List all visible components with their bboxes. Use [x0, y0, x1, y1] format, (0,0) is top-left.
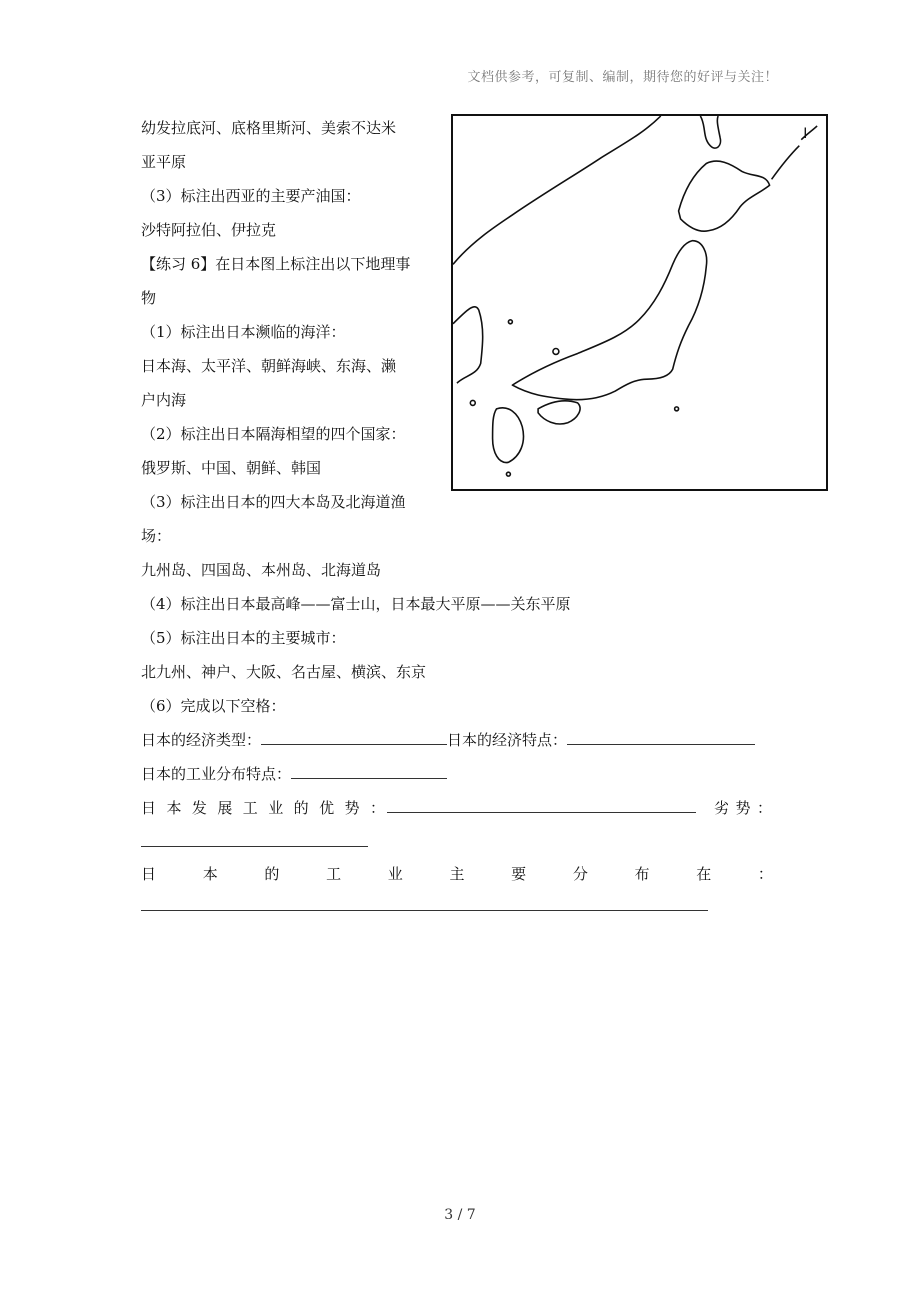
text-line: （6）完成以下空格： — [141, 697, 286, 715]
economy-type-label: 日本的经济类型： — [141, 731, 262, 749]
header-note: 文档供参考，可复制、编制，期待您的好评与关注！ — [467, 70, 778, 85]
izu-island — [675, 407, 679, 411]
text-line: 物 — [141, 289, 157, 307]
economy-type-blank[interactable] — [261, 730, 447, 745]
text-line: 北九州、神户、大阪、名古屋、横滨、东京 — [141, 663, 427, 681]
kuril-islands — [772, 126, 818, 179]
mainland-coast — [453, 116, 661, 264]
sakhalin-island — [700, 116, 720, 148]
disadvantage-blank[interactable] — [141, 846, 368, 847]
sado-island — [553, 349, 559, 355]
text-line: （2）标注出日本隔海相望的四个国家： — [141, 425, 406, 443]
shikoku-island — [538, 401, 580, 424]
text-line: 九州岛、四国岛、本州岛、北海道岛 — [141, 561, 382, 579]
text-line: 场： — [141, 527, 172, 545]
oki-island — [508, 320, 512, 324]
text-line: 户内海 — [141, 391, 187, 409]
text-line: （4）标注出日本最高峰——富士山，日本最大平原——关东平原 — [141, 595, 571, 613]
economy-fill-line — [141, 730, 755, 750]
korea-peninsula — [453, 307, 483, 383]
distribution-label: 日 本 的 工 业 主 要 分 布 在 ： — [141, 865, 773, 883]
japan-map-svg — [453, 116, 826, 489]
map-label-I: I — [803, 125, 808, 142]
advantage-label: 日 本 发 展 工 业 的 优 势 ： — [141, 799, 385, 817]
japan-outline-map — [451, 114, 828, 491]
text-line: 亚平原 — [141, 153, 187, 171]
advantage-blank[interactable] — [387, 812, 696, 813]
kyushu-island — [493, 408, 524, 463]
text-line: 俄罗斯、中国、朝鲜、韩国 — [141, 459, 322, 477]
south-island — [506, 472, 510, 476]
honshu-island — [512, 241, 706, 400]
industry-feature-blank[interactable] — [291, 764, 447, 779]
page-number: 3 / 7 — [444, 1207, 476, 1223]
text-line: （3）标注出日本的四大本岛及北海道渔 — [141, 493, 406, 511]
exercise-heading: 【练习 6】在日本图上标注出以下地理事 — [141, 255, 411, 273]
industry-feature-line — [141, 764, 447, 784]
text-line: （5）标注出日本的主要城市： — [141, 629, 346, 647]
text-line: 幼发拉底河、底格里斯河、美索不达米 — [141, 119, 397, 137]
hokkaido-island — [679, 161, 770, 231]
economy-feature-label: 日本的经济特点： — [447, 731, 568, 749]
tsushima-island — [470, 400, 475, 405]
economy-feature-blank[interactable] — [567, 730, 755, 745]
industry-feature-label: 日本的工业分布特点： — [141, 765, 292, 783]
text-line: 日本海、太平洋、朝鲜海峡、东海、濑 — [141, 357, 397, 375]
text-line: 沙特阿拉伯、伊拉克 — [141, 221, 277, 239]
disadvantage-label: 劣 势 ： — [714, 799, 772, 817]
text-line: （1）标注出日本濒临的海洋： — [141, 323, 346, 341]
distribution-blank[interactable] — [141, 910, 708, 911]
text-line: （3）标注出西亚的主要产油国： — [141, 187, 361, 205]
